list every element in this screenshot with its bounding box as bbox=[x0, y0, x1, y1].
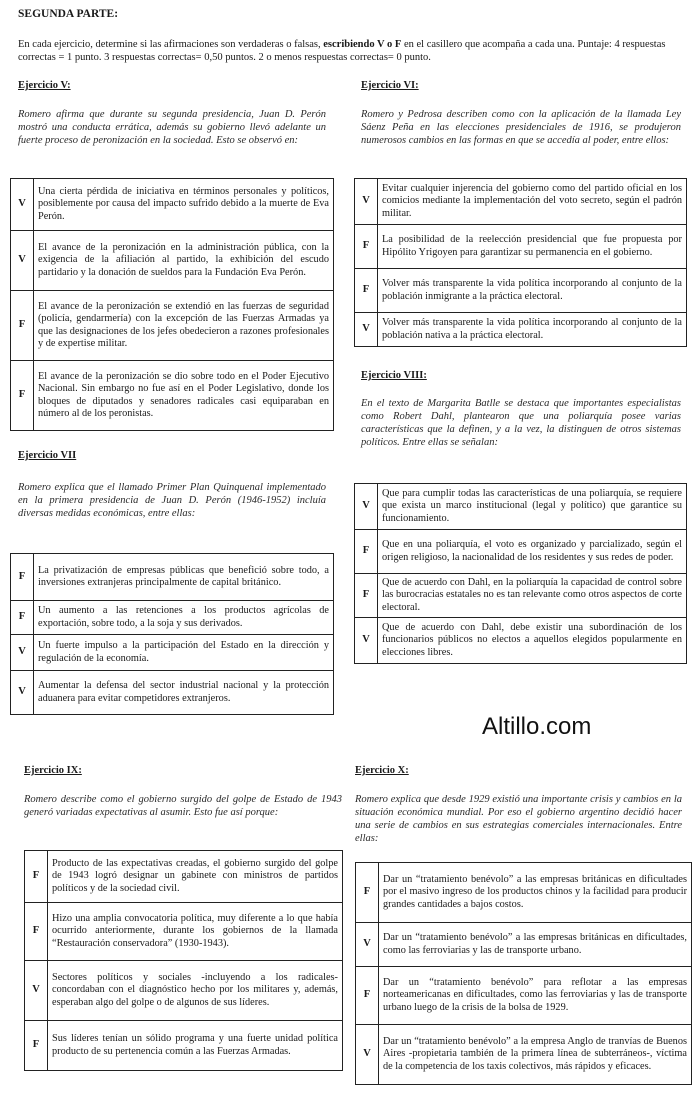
statement-cell: La posibilidad de la reelección presidencial que fue propuesta por Hipólito Yrigoyen para garantizar su permanencia en el gobierno. bbox=[378, 225, 687, 269]
table-row bbox=[356, 967, 692, 1025]
answer-cell: F bbox=[356, 863, 379, 923]
table-row bbox=[11, 361, 334, 431]
statement-cell: Un aumento a las retenciones a los productos agrícolas de exportación, sobre todo, a la soja y sus derivados. bbox=[34, 601, 334, 635]
statement-cell: El avance de la peronización en la administración pública, con la exigencia de la afiliación al partido, la exhibición del escudo partidario y la donación de sueldos para la Fundación Eva Perón. bbox=[34, 231, 334, 291]
table-row bbox=[355, 574, 687, 618]
answer-cell: F bbox=[11, 361, 34, 431]
statement-cell: Que en una poliarquía, el voto es organizado y parcializado, según el origen religioso, la nacionalidad de los residentes y sus redes de poder. bbox=[378, 530, 687, 574]
exercise-viii-table bbox=[354, 483, 687, 664]
exercise-title: Ejercicio VII bbox=[18, 450, 77, 461]
statement-cell: Dar un “tratamiento benévolo” a las empresas británicas en dificultades por el masivo ingreso de los productos chinos y la facilidad para producir grandes cantidades a bajos costos. bbox=[379, 863, 692, 923]
exercise-vi-table bbox=[354, 178, 687, 347]
table-row bbox=[25, 903, 343, 961]
statement-cell: Evitar cualquier injerencia del gobierno como del partido oficial en los comicios mediante la implementación del voto secreto, según el padrón militar. bbox=[378, 179, 687, 225]
statement-cell: El avance de la peronización se dio sobre todo en el Poder Ejecutivo Nacional. Sin embargo no fue así en el Poder Legislativo, donde los bloques de diputados y senadores radicales casi equiparaban en número al de los peronistas. bbox=[34, 361, 334, 431]
statement-cell: Hizo una amplia convocatoria política, muy diferente a lo que había ocurrido anteriormente, durante los gobiernos de la llamada “Restauración conservadora” (1930-1943). bbox=[48, 903, 343, 961]
exercise-vii-table bbox=[10, 553, 334, 715]
table-row bbox=[11, 291, 334, 361]
statement-cell: Volver más transparente la vida política incorporando al conjunto de la población nativa a la práctica electoral. bbox=[378, 313, 687, 347]
statement-cell: Que de acuerdo con Dahl, en la poliarquía la capacidad de control sobre las burocracias estatales no es tan relevante como otros aspectos de corte electoral. bbox=[378, 574, 687, 618]
statement-cell: Dar un “tratamiento benévolo” a la empresa Anglo de tranvías de Buenos Aires -propietaria también de la primera línea de subterráneos-, víctima de la competencia de los taxis colectivos, más rápidos y eficaces. bbox=[379, 1025, 692, 1085]
answer-cell: V bbox=[11, 231, 34, 291]
table-row bbox=[356, 1025, 692, 1085]
table-row bbox=[355, 618, 687, 664]
answer-cell: V bbox=[11, 179, 34, 231]
table-row bbox=[11, 635, 334, 671]
answer-cell: V bbox=[355, 179, 378, 225]
answer-cell: F bbox=[11, 601, 34, 635]
exercise-title: Ejercicio X: bbox=[355, 765, 409, 776]
exercise-title: Ejercicio V: bbox=[18, 80, 71, 91]
table-row bbox=[11, 601, 334, 635]
statement-cell: Dar un “tratamiento benévolo” a las empresas británicas en dificultades, como las ferroviarias y las de transporte urbano. bbox=[379, 923, 692, 967]
table-row bbox=[355, 225, 687, 269]
answer-cell: V bbox=[356, 923, 379, 967]
watermark: Altillo.com bbox=[482, 713, 592, 740]
statement-cell: Que de acuerdo con Dahl, debe existir una subordinación de los funcionarios públicos no electos a aquellos elegidos popularmente en elecciones libres. bbox=[378, 618, 687, 664]
answer-cell: V bbox=[11, 671, 34, 715]
answer-cell: F bbox=[356, 967, 379, 1025]
answer-cell: V bbox=[11, 635, 34, 671]
exercise-intro: Romero afirma que durante su segunda presidencia, Juan D. Perón mostró una conducta errática, además su gobierno llevó adelante un fuerte proceso de peronización en la sociedad. Esto se observó en: bbox=[18, 109, 326, 146]
statement-cell: Que para cumplir todas las características de una poliarquía, se requiere que exista un marco institucional (legal y político) que garantice su funcionamiento. bbox=[378, 484, 687, 530]
answer-cell: F bbox=[11, 554, 34, 601]
exercise-title: Ejercicio VIII: bbox=[361, 370, 427, 381]
exercise-ix-table bbox=[24, 850, 343, 1071]
exercise-x-table bbox=[355, 862, 692, 1085]
table-row bbox=[25, 851, 343, 903]
exercise-intro: Romero describe como el gobierno surgido del golpe de Estado de 1943 generó variadas expectativas al asumir. Esto fue así porque: bbox=[24, 794, 342, 818]
statement-cell: Sectores políticos y sociales -incluyendo a los radicales- concordaban con el diagnóstico hecho por los militares y, además, esperaban algo del golpe o de algunos de sus líderes. bbox=[48, 961, 343, 1021]
answer-cell: F bbox=[355, 574, 378, 618]
table-row bbox=[11, 554, 334, 601]
answer-cell: F bbox=[355, 225, 378, 269]
table-row bbox=[355, 269, 687, 313]
statement-cell: Volver más transparente la vida política incorporando al conjunto de la población inmigrante a la práctica electoral. bbox=[378, 269, 687, 313]
table-row bbox=[355, 313, 687, 347]
exercise-v-table bbox=[10, 178, 334, 431]
answer-cell: F bbox=[25, 1021, 48, 1071]
table-row bbox=[11, 671, 334, 715]
answer-cell: V bbox=[25, 961, 48, 1021]
exercise-intro: Romero explica que el llamado Primer Plan Quinquenal implementado en la primera presidencia de Juan D. Perón (1946-1952) incluía diversas medidas económicas, entre ellas: bbox=[18, 482, 326, 519]
table-row bbox=[356, 923, 692, 967]
instructions-post: en el casillero que acompaña a cada una. Puntaje: 4 respuestas correctas = 1 punto. 3 respuestas correctas= 0,50 puntos. 2 o menos respuestas correctas= 0 punto. bbox=[18, 39, 666, 63]
statement-cell: El avance de la peronización se extendió en las fuerzas de seguridad (policía, gendarmería) con la excepción de las Fuerzas Armadas ya que las designaciones de los jefes obedecieron a razones profesionales y de expertise militar. bbox=[34, 291, 334, 361]
exercise-title: Ejercicio VI: bbox=[361, 80, 419, 91]
instructions bbox=[18, 38, 682, 64]
exercise-intro: Romero explica que desde 1929 existió una importante crisis y cambios en la situación económica mundial. Por eso el gobierno argentino decidió hacer una serie de cambios en sus estrategias comerciales internacionales. Entre ellas: bbox=[355, 794, 682, 844]
table-row bbox=[11, 231, 334, 291]
statement-cell: Aumentar la defensa del sector industrial nacional y la protección aduanera para evitar competidores extranjeros. bbox=[34, 671, 334, 715]
statement-cell: Un fuerte impulso a la participación del Estado en la dirección y regulación de la economía. bbox=[34, 635, 334, 671]
statement-cell: Sus líderes tenían un sólido programa y una fuerte unidad política producto de su pertenencia común a las Fuerzas Armadas. bbox=[48, 1021, 343, 1071]
answer-cell: F bbox=[355, 269, 378, 313]
part-title: SEGUNDA PARTE: bbox=[18, 8, 119, 20]
instructions-bold: escribiendo V o F bbox=[323, 39, 402, 50]
table-row bbox=[25, 1021, 343, 1071]
statement-cell: Dar un “tratamiento benévolo” para reflotar a las empresas norteamericanas en dificultades, como las ferroviarias y las de transporte urbano luego de la crisis de la bolsa de 1929. bbox=[379, 967, 692, 1025]
table-row bbox=[355, 179, 687, 225]
answer-cell: F bbox=[11, 291, 34, 361]
instructions-pre: En cada ejercicio, determine si las afirmaciones son verdaderas o falsas, bbox=[18, 39, 324, 50]
table-row bbox=[355, 484, 687, 530]
table-row bbox=[355, 530, 687, 574]
table-row bbox=[356, 863, 692, 923]
statement-cell: Producto de las expectativas creadas, el gobierno surgido del golpe de 1943 logró designar un gabinete con ministros de partidos políticos y de la sociedad civil. bbox=[48, 851, 343, 903]
answer-cell: F bbox=[25, 851, 48, 903]
answer-cell: V bbox=[355, 484, 378, 530]
answer-cell: V bbox=[356, 1025, 379, 1085]
table-row bbox=[11, 179, 334, 231]
exercise-intro: En el texto de Margarita Batlle se destaca que importantes especialistas como Robert Dahl, plantearon que una poliarquía posee varias características que la definen, y a la vez, la distinguen de otros sistemas políticos. Entre ellas se señalan: bbox=[361, 398, 681, 448]
exercise-intro: Romero y Pedrosa describen como con la aplicación de la llamada Ley Sáenz Peña en las elecciones presidenciales de 1916, se produjeron numerosos cambios en las formas en que se accedía al poder, entre ellos: bbox=[361, 109, 681, 146]
answer-cell: F bbox=[355, 530, 378, 574]
answer-cell: V bbox=[355, 618, 378, 664]
exercise-title: Ejercicio IX: bbox=[24, 765, 82, 776]
table-row bbox=[25, 961, 343, 1021]
statement-cell: La privatización de empresas públicas que benefició sobre todo, a inversiones extranjeras principalmente de capital británico. bbox=[34, 554, 334, 601]
statement-cell: Una cierta pérdida de iniciativa en términos personales y políticos, posiblemente por causa del impacto sufrido debido a la muerte de Eva Perón. bbox=[34, 179, 334, 231]
answer-cell: F bbox=[25, 903, 48, 961]
answer-cell: V bbox=[355, 313, 378, 347]
